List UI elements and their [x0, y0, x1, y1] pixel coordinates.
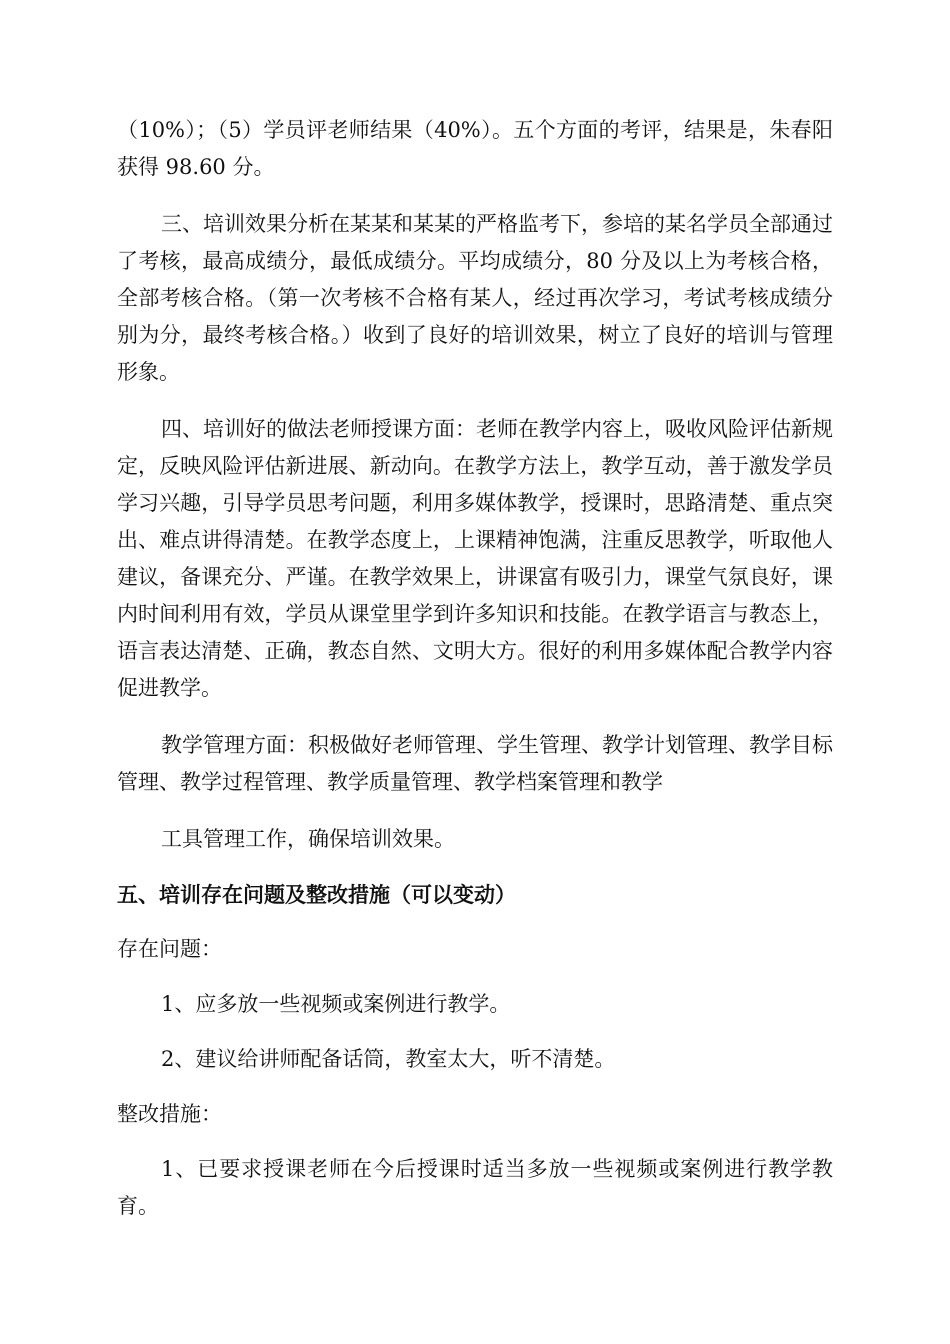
- problem-item: 1、应多放一些视频或案例进行教学。: [161, 992, 511, 1016]
- measures-label: 整改措施：: [117, 1102, 222, 1126]
- section-5-heading: 五、培训存在问题及整改措施（可以变动）: [117, 882, 516, 907]
- paragraph-eval-results: （10%）；（5）学员评老师结果（40%）。五个方面的考评，结果是，朱春阳获得 98.60 分。: [117, 118, 833, 179]
- measure-item: 1、已要求授课老师在今后授课时适当多放一些视频或案例进行教学教育。: [117, 1157, 833, 1218]
- problems-label: 存在问题：: [117, 937, 222, 961]
- paragraph-section-3: 三、培训效果分析在某某和某某的严格监考下，参培的某名学员全部通过了考核，最高成绩分，最低成绩分。平均成绩分，80 分及以上为考核合格，全部考核合格。（第一次考核不合格有某人，经过再次学习，考试考核成绩分别为分，最终考核合格。）收到了良好的培训效果，树立了良好的培训与管理形象。: [117, 212, 833, 384]
- paragraph-tool-management: 工具管理工作，确保培训效果。: [161, 827, 455, 851]
- paragraph-teaching-management: 教学管理方面：积极做好老师管理、学生管理、教学计划管理、教学目标管理、教学过程管理、教学质量管理、教学档案管理和教学: [117, 733, 833, 794]
- problem-item: 2、建议给讲师配备话筒，教室太大，听不清楚。: [161, 1047, 616, 1071]
- document-page: [117, 112, 833, 1225]
- paragraph-section-4: 四、培训好的做法老师授课方面：老师在教学内容上，吸收风险评估新规定，反映风险评估新进展、新动向。在教学方法上，教学互动，善于激发学员学习兴趣，引导学员思考问题，利用多媒体教学，授课时，思路清楚、重点突出、难点讲得清楚。在教学态度上，上课精神饱满，注重反思教学，听取他人建议，备课充分、严谨。在教学效果上，讲课富有吸引力，课堂气氛良好，课内时间利用有效，学员从课堂里学到许多知识和技能。在教学语言与教态上，语言表达清楚、正确，教态自然、文明大方。很好的利用多媒体配合教学内容促进教学。: [117, 417, 833, 700]
